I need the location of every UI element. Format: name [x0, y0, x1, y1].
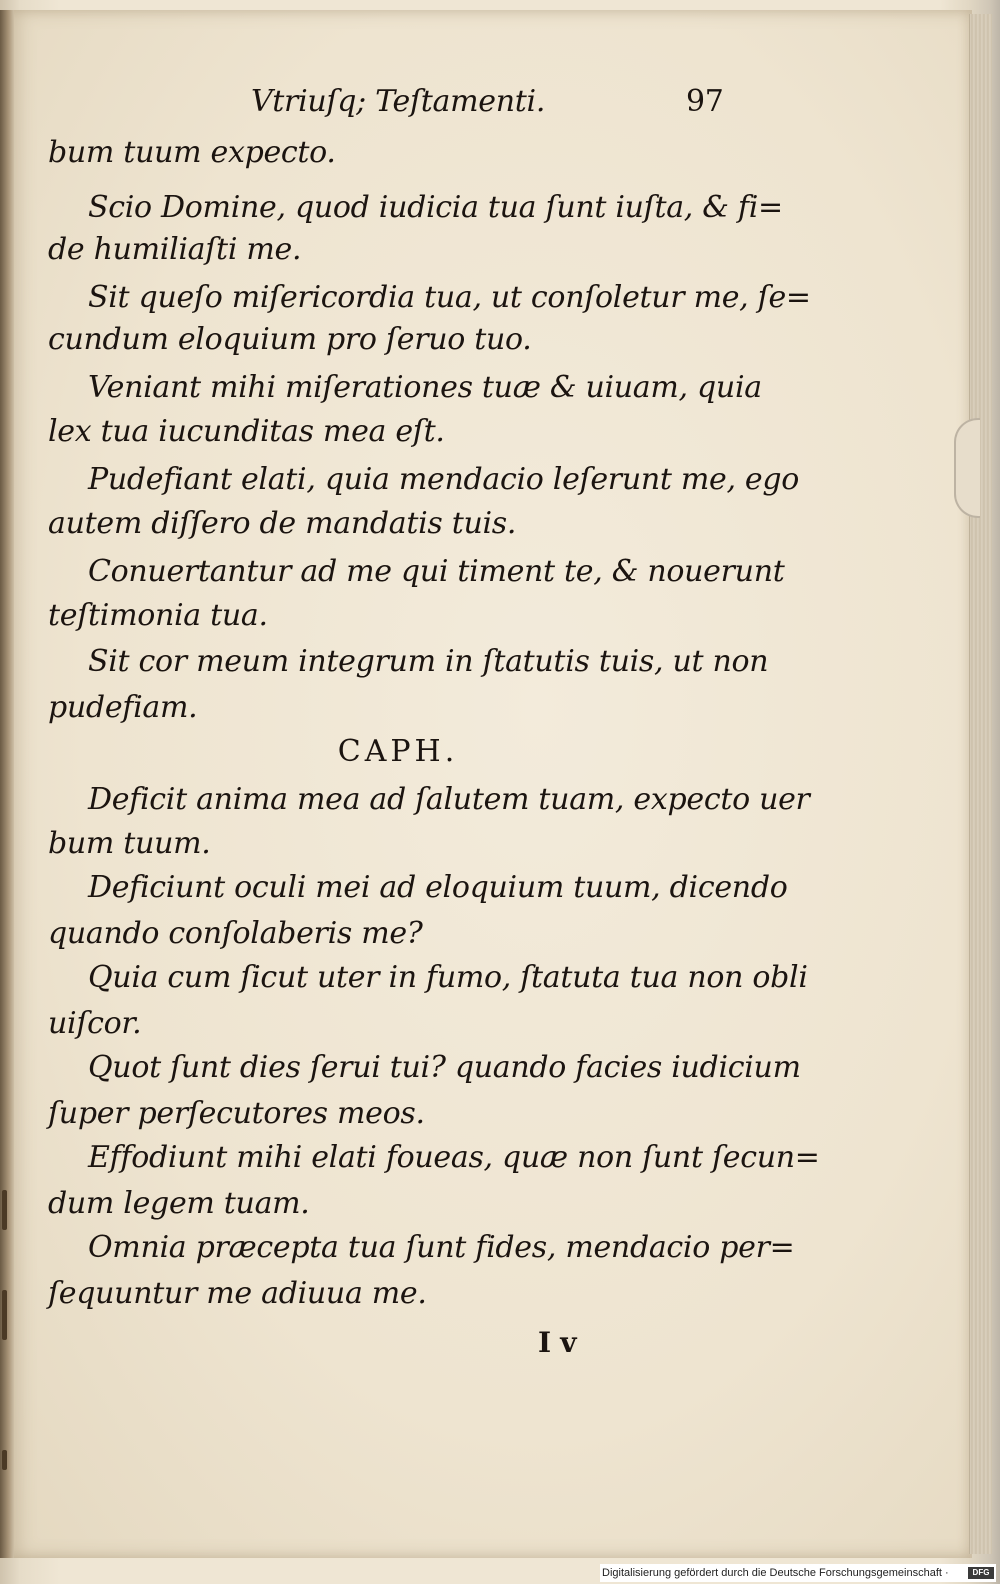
text-line: uiſcor.	[48, 1006, 142, 1041]
text-line: Deficit anima mea ad ſalutem tuam, expecto uer	[88, 782, 810, 817]
text-line: cundum eloquium pro ſeruo tuo.	[48, 322, 532, 357]
text-line: lex tua iucunditas mea eſt.	[48, 414, 445, 449]
text-line: de humiliaſti me.	[48, 232, 302, 267]
text-line: dum legem tuam.	[48, 1186, 310, 1221]
text-line: Quia cum ſicut uter in fumo, ſtatuta tua non obli	[88, 960, 808, 995]
thumb-tab	[954, 418, 980, 518]
text-line: ſequuntur me adiuua me.	[48, 1276, 427, 1311]
dfg-logo[interactable]: DFG	[968, 1567, 994, 1579]
catchword: I v	[538, 1326, 577, 1359]
text-line: Omnia præcepta tua ſunt fides, mendacio per=	[88, 1230, 795, 1265]
binding-mark	[2, 1190, 7, 1230]
text-line: autem diſſero de mandatis tuis.	[48, 506, 517, 541]
text-line: Quot ſunt dies ſerui tui? quando facies iudicium	[88, 1050, 801, 1085]
binding-mark	[2, 1450, 7, 1470]
text-line: bum tuum.	[48, 826, 211, 861]
text-line: Scio Domine, quod iudicia tua ſunt iuſta, & fi=	[88, 190, 783, 225]
running-head: Vtriuſq; Teſtamenti.	[250, 84, 546, 119]
text-line: Sit cor meum integrum in ſtatutis tuis, ut non	[88, 644, 769, 679]
book-binding	[0, 10, 14, 1558]
credit-text: Digitalisierung gefördert durch die Deutsche Forschungsgemeinschaft ·	[602, 1567, 949, 1579]
text-line: quando conſolaberis me?	[48, 916, 423, 951]
text-line: bum tuum expecto.	[48, 135, 336, 170]
text-line: pudefiam.	[48, 690, 198, 725]
folio-number: 97	[686, 84, 724, 119]
text-line: Pudefiant elati, quia mendacio leſerunt me, ego	[88, 462, 800, 497]
digitization-credit	[600, 1564, 996, 1582]
text-line: Conuertantur ad me qui timent te, & nouerunt	[88, 554, 785, 589]
text-line: Veniant mihi miſerationes tuæ & uiuam, quia	[88, 370, 762, 405]
text-line: Effodiunt mihi elati foueas, quæ non ſunt ſecun=	[88, 1140, 820, 1175]
text-line: teſtimonia tua.	[48, 598, 268, 633]
page-edges	[969, 14, 992, 1554]
text-line: Deficiunt oculi mei ad eloquium tuum, dicendo	[88, 870, 788, 905]
text-line: Sit queſo miſericordia tua, ut conſoletur me, ſe=	[88, 280, 811, 315]
section-heading: CAPH.	[337, 734, 459, 769]
binding-mark	[2, 1290, 7, 1340]
text-line: ſuper perſecutores meos.	[48, 1096, 425, 1131]
